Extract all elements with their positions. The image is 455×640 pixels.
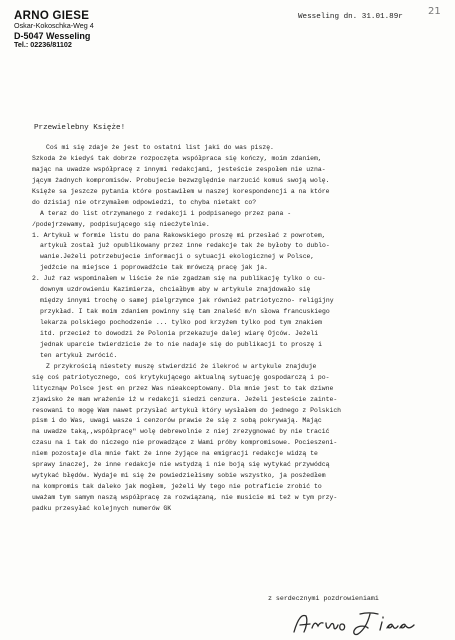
body-line: Szkoda że kiedyś tak dobrze rozpoczęta współpraca się kończy, moim zdaniem, — [32, 154, 322, 162]
body-line: zjawisko że mam wrażenie iż w redakcji siedzi cenzura. Jeżeli jesteście zainte- — [32, 395, 338, 403]
body-line: jącym żadnych kompromisów. Probujecie bezwzględnie narzucić komuś swoją wolę. — [32, 176, 330, 184]
body-line: Coś mi się zdaje że jest to ostatni list jaki do was piszę. — [46, 144, 274, 151]
body-line: się coś patriotycznego, coś krytykującego aktualną sytuację gospodarczą i po- — [32, 373, 330, 381]
body-line: itd. przecież to dowodzi że Polonia przekazuje dalej wiarę Ojców. Jeżeli — [40, 329, 319, 337]
sender-city: D-5047 Wesseling — [14, 30, 91, 41]
body-line: niem pozostaje dla mnie fakt że inne żyjące na emigracji redakcje widzą te — [32, 450, 318, 458]
body-line: artykuł został już opublikowany przez inne redakcje tak że byłoby to dublo- — [40, 242, 330, 250]
body-line: A teraz do list otrzymanego z redakcji i podpisanego przez pana - — [40, 209, 292, 217]
body-line: sprawy inaczej, że inne redakcje nie wstydzą i nie boją się wytykać przywódcą — [32, 461, 330, 469]
body-line: padku przesyłać kolejnych numerów GK — [32, 504, 172, 512]
body-line: litycznąw Polsce jest en przez Was nieakceptowany. Dla mnie jest to tak dziwne — [32, 384, 334, 392]
body-line: przykład. I tak moim zdaniem powinny się tam znaleść m/n słowa francuskiego — [40, 308, 330, 316]
list-item-2: 2. Już raz wspominałem w liście że nie zgadzam się na publikację tylko o cu- — [32, 275, 326, 283]
handwritten-signature — [290, 608, 440, 638]
sender-phone: Tel.: 02236/81102 — [14, 39, 72, 49]
page-number: 21 — [428, 6, 441, 17]
body-line: /podejrzewamy, podpisującego się niecżytelnie. — [32, 220, 210, 228]
body-line: do dzisiaj nie otrzymałem odpowiedzi, to chyba nietakt co? — [32, 198, 257, 206]
closing-line: z serdecznymi pozdrowieniami — [268, 595, 379, 602]
body-line: uważam tym samym naszą współpracę za rozwiązaną, nie musicie mi też w tym przy- — [32, 494, 338, 501]
letter-body — [32, 143, 432, 515]
place-and-date: Wesseling dn. 31.01.89r — [298, 13, 403, 21]
letterhead — [14, 10, 124, 49]
body-line: na uwadze taką,,współpracę" wolę debrewolnie z niej zrezygnować by nie tracić — [32, 428, 330, 436]
body-line: między innymi trochę o samej pielgrzymce jak również patriotyczno- religijny — [40, 297, 334, 305]
body-line: Z przykrością niestety muszę stwierdzić że ilekroć w artykule znajduje — [46, 362, 317, 370]
sender-street: Oskar-Kokoschka-Weg 4 — [14, 21, 94, 30]
body-line: resowani to mogę Wam nawet przysłać artykuł który wysłałem do jednego z Polskich — [32, 406, 342, 414]
body-line: na kompromis tak daleko jak mogłem, jeżeli Wy tego nie potraficie zrobić to — [32, 483, 322, 491]
body-line: downym uzdrowieniu Kazimierza, chciałbym aby w artykule znajdowało się — [40, 286, 311, 294]
body-line: wanie.Jeżeli potrzebujecie informacji o sytuacji ekologicznej w Polsce, — [40, 253, 315, 261]
list-item-1: 1. Artykuł w formie listu do pana Rakowskiego proszę mi przesłać z powrotem, — [32, 231, 326, 239]
body-line: jedźcie na miejsce i poprowadźcie tak mrówczą pracę jak ja. — [40, 264, 268, 272]
body-line: lekarza polskiego pochodzenie ... tylko pod krzyżem tylko pod tym znakiem — [40, 319, 323, 326]
body-line: pism i do Was, uwagi wasze i cenzorów prawie że się z sobą pokrywają. Mając — [32, 417, 322, 425]
body-line: mając na uwadze współpracę z innymi redakcjami, jesteście zespołem nie uzna- — [32, 165, 326, 173]
sender-name: ARNO GIESE — [14, 10, 90, 22]
body-line: Księże sa jeszcze pytania które postawiłem w naszej korespondencji a na które — [32, 187, 330, 195]
body-line: jednak uparcie twierdzicie że to nie nadaje się do publikacji to proszę i — [40, 340, 323, 348]
body-line: czasu na i tak do niczego nie prowadzące z Wami próby kompromisowe. Pocieszeni- — [32, 439, 338, 447]
body-line: ten artykuł zwrócić. — [40, 351, 118, 359]
salutation: Przewielebny Księże! — [34, 124, 126, 132]
body-line: wytykać błędów. Wydaje mi się że powiedziełismy sobie wszystko, ja posżedłem — [32, 472, 326, 480]
